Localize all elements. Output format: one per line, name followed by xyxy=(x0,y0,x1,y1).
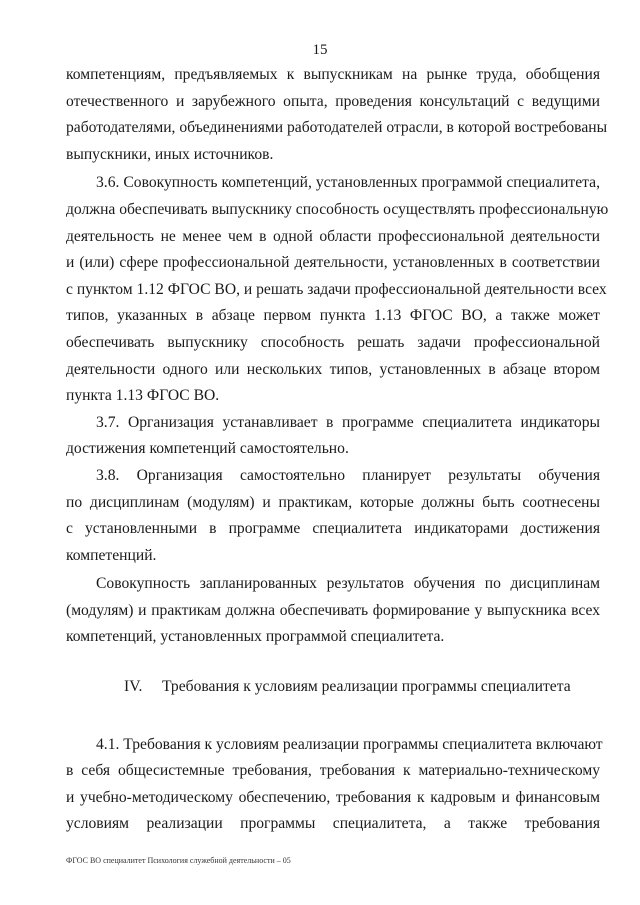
text-line: 3.8. Организация самостоятельно планирует результаты обучения xyxy=(96,466,600,484)
page-number: 15 xyxy=(312,42,328,58)
text-line: пункта 1.13 ФГОС ВО. xyxy=(66,387,220,405)
paragraph-4-1 xyxy=(66,732,603,838)
text-line: компетенций, установленных программой специалитета. xyxy=(66,628,445,646)
text-line: 3.7. Организация устанавливает в программе специалитета индикаторы xyxy=(96,413,600,431)
page-footer: ФГОС ВО специалитет Психология служебной деятельности – 05 xyxy=(66,856,291,865)
body-text xyxy=(66,62,609,651)
section-heading xyxy=(124,678,571,696)
text-line: обеспечивать выпускнику способность решать задачи профессиональной xyxy=(66,333,600,351)
text-line: (модулям) и практикам должна обеспечивать формирование у выпускника всех xyxy=(66,601,600,619)
text-line: Совокупность запланированных результатов обучения по дисциплинам xyxy=(96,575,600,593)
body-text-section-4 xyxy=(66,716,603,854)
text-line: и учебно-методическому обеспечению, требования к кадровым и финансовым xyxy=(66,788,600,806)
paragraph-continuation xyxy=(66,62,608,168)
paragraph-3-7 xyxy=(66,410,600,463)
text-line: деятельности одного или нескольких типов, установленных в абзаце втором xyxy=(66,360,600,378)
paragraph-3-8 xyxy=(66,463,600,569)
text-line: по дисциплинам (модулям) и практикам, которые должны быть соотнесены xyxy=(66,493,600,511)
text-line: компетенциям, предъявляемых к выпускникам на рынке труда, обобщения xyxy=(66,66,600,83)
text-line: отечественного и зарубежного опыта, проведения консультаций с ведущими xyxy=(66,92,600,110)
text-line: 4.1. Требования к условиям реализации программы специалитета включают xyxy=(96,735,603,753)
text-line: достижения компетенций самостоятельно. xyxy=(66,440,349,458)
text-line: и (или) сфере профессиональной деятельности, установленных в соответствии xyxy=(66,254,600,272)
text-line: компетенций. xyxy=(66,546,157,564)
text-line: деятельность не менее чем в одной области профессиональной деятельности xyxy=(66,227,600,245)
section-number: IV. xyxy=(124,678,143,695)
text-line: условиям реализации программы специалитета, а также требования xyxy=(66,815,600,833)
text-line: выпускники, иных источников. xyxy=(66,145,274,163)
text-line: с установленными в программе специалитета индикаторами достижения xyxy=(66,520,600,538)
text-line: с пунктом 1.12 ФГОС ВО, и решать задачи профессиональной деятельности всех xyxy=(66,280,607,298)
text-line: должна обеспечивать выпускнику способность осуществлять профессиональную xyxy=(66,200,609,218)
text-line: работодателями, объединениями работодателей отрасли, в которой востребованы xyxy=(66,119,608,137)
text-line: 3.6. Совокупность компетенций, установленных программой специалитета, xyxy=(96,174,600,192)
section-title: Требования к условиям реализации программы специалитета xyxy=(162,678,571,695)
text-line: типов, указанных в абзаце первом пункта 1.13 ФГОС ВО, а также может xyxy=(66,307,600,325)
paragraph-3-6 xyxy=(66,170,609,409)
text-line: в себя общесистемные требования, требования к материально-техническому xyxy=(66,762,600,780)
paragraph-results xyxy=(66,571,600,651)
